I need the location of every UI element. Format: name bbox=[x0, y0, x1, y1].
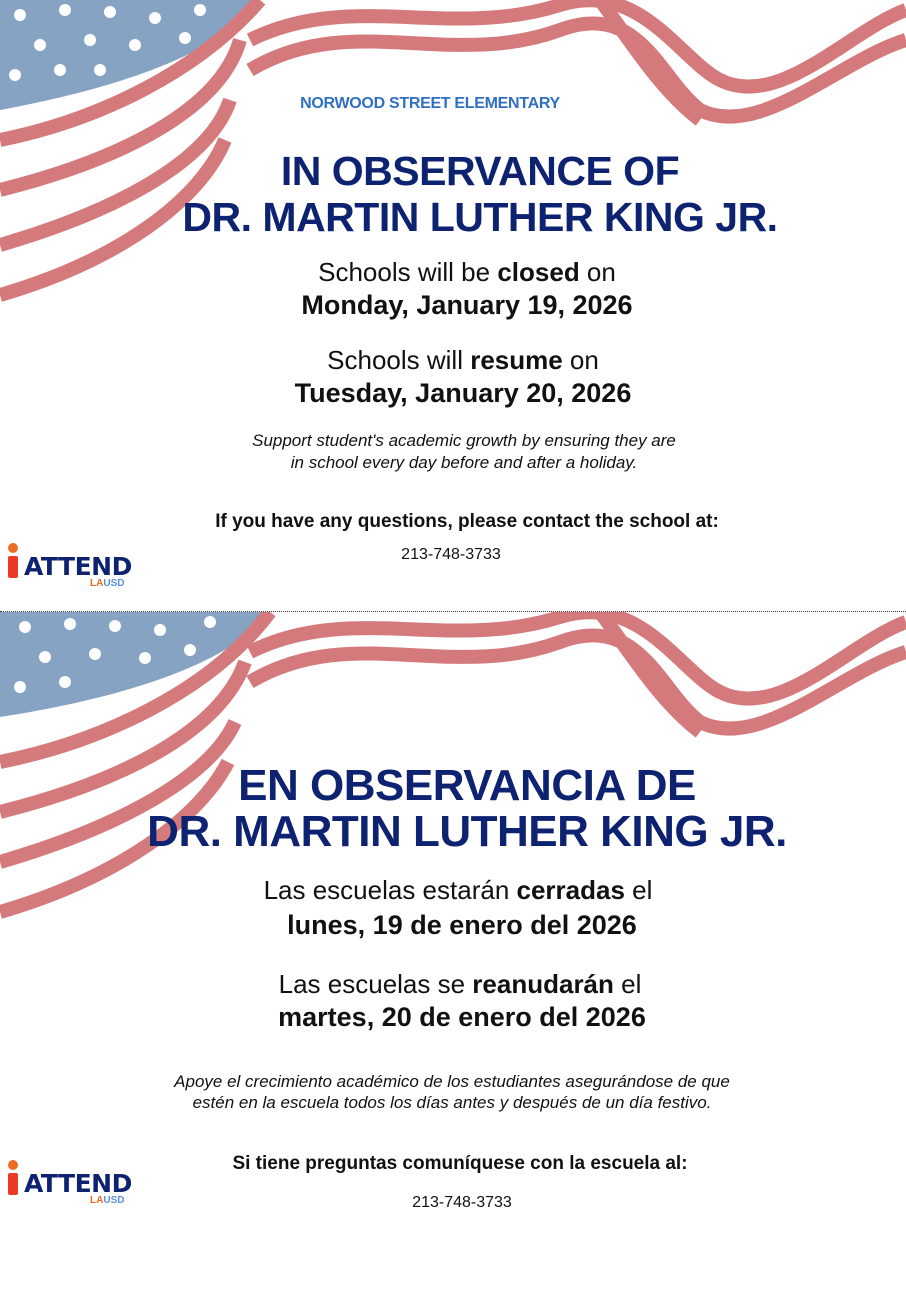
phone-number[interactable]: 213-748-3733 bbox=[401, 546, 501, 563]
resume-date: martes, 20 de enero del 2026 bbox=[278, 1002, 646, 1032]
title-line-1: IN OBSERVANCE OF bbox=[280, 148, 680, 194]
spanish-notice bbox=[0, 612, 906, 1292]
resume-text: Schools will resume on bbox=[327, 345, 599, 375]
iattend-lausd-logo: ATTEND LAUSD bbox=[4, 542, 139, 587]
closed-text: Las escuelas estarán cerradas el bbox=[263, 875, 653, 905]
iattend-lausd-logo: ATTEND LAUSD bbox=[4, 1159, 139, 1204]
contact-label: If you have any questions, please contact the school at: bbox=[215, 511, 719, 532]
title-line-2: DR. MARTIN LUTHER KING JR. bbox=[147, 807, 787, 856]
phone-number[interactable]: 213-748-3733 bbox=[412, 1194, 512, 1211]
school-name: NORWOOD STREET ELEMENTARY bbox=[300, 95, 560, 112]
closed-text: Schools will be closed on bbox=[318, 257, 616, 287]
closed-date: lunes, 19 de enero del 2026 bbox=[287, 910, 637, 940]
resume-date: Tuesday, January 20, 2026 bbox=[294, 378, 632, 408]
note-line-2: in school every day before and after a holiday. bbox=[290, 453, 638, 472]
note-line-2: estén en la escuela todos los días antes y después de un día festivo. bbox=[192, 1093, 712, 1112]
resume-text: Las escuelas se reanudarán el bbox=[278, 969, 642, 999]
contact-label: Si tiene preguntas comuníquese con la escuela al: bbox=[232, 1153, 688, 1174]
closed-date: Monday, January 19, 2026 bbox=[301, 290, 633, 320]
english-notice bbox=[0, 0, 906, 612]
title-line-1: EN OBSERVANCIA DE bbox=[238, 761, 696, 810]
title-line-2: DR. MARTIN LUTHER KING JR. bbox=[182, 194, 778, 240]
note-line-1: Apoye el crecimiento académico de los estudiantes asegurándose de que bbox=[174, 1072, 730, 1091]
note-line-1: Support student's academic growth by ensuring they are bbox=[252, 431, 676, 450]
